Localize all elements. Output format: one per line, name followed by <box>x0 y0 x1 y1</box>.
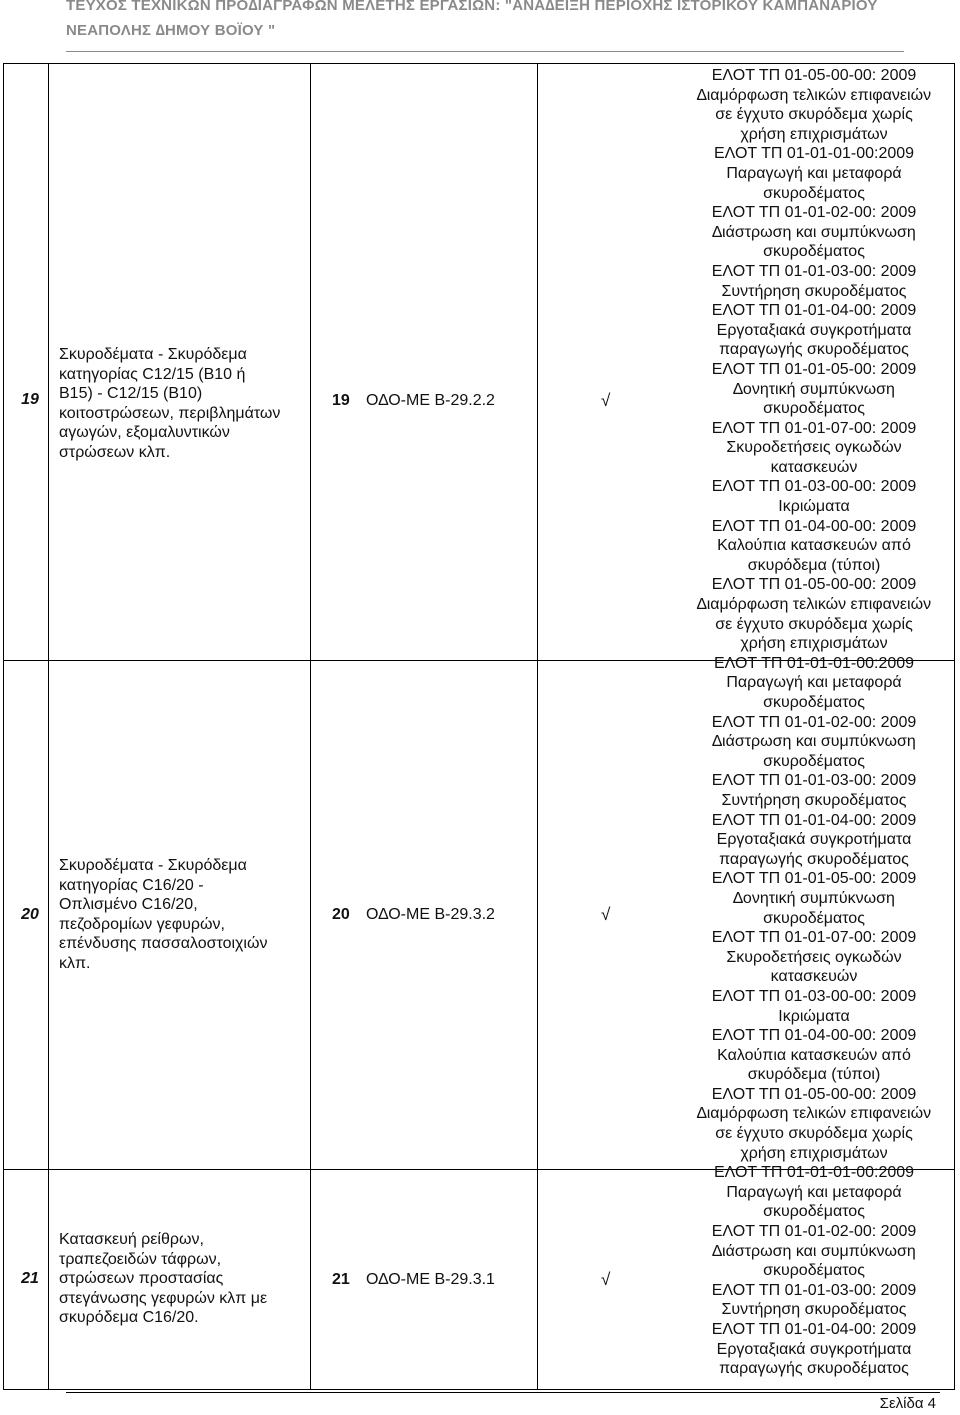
standard-line: σκυροδέματος <box>763 184 865 202</box>
standard-line: Εργοταξιακά συγκροτήματα <box>716 321 912 339</box>
standard-line: Εργοταξιακά συγκροτήματα <box>716 831 912 849</box>
standard-line: παραγωγής σκυροδέματος <box>719 850 909 868</box>
standard-line: σκυροδέματος <box>763 909 865 927</box>
standard-line: σκυροδέματος <box>763 752 865 770</box>
item-code: Ο∆Ο-ΜΕ Β-29.2.2 <box>366 392 495 409</box>
checkmark-icon: √ <box>601 391 611 410</box>
standard-line: χρήση επιχρισμάτων <box>740 635 888 653</box>
standard-line: ΕΛΟΤ ΤΠ 01-01-02-00: 2009 <box>711 713 917 731</box>
standard-line: Συντήρηση σκυροδέματος <box>721 282 907 300</box>
page-number: Σελίδα 4 <box>879 1395 936 1412</box>
standard-line: ∆ιάστρωση και συμπύκνωση <box>712 1242 916 1260</box>
item-number: 21 <box>332 1271 350 1288</box>
standard-line: σκυροδέματος <box>763 243 865 261</box>
standard-line: ΕΛΟΤ ΤΠ 01-05-00-00: 2009 <box>711 67 917 84</box>
standard-line: ∆ιαμόρφωση τελικών επιφανειών <box>696 596 932 614</box>
column-divider <box>537 64 538 1389</box>
standard-line: κατασκευών <box>770 458 858 476</box>
standard-line: σε έγχυτο σκυρόδεμα χωρίς <box>715 106 913 124</box>
standard-line: ΕΛΟΤ ΤΠ 01-05-00-00: 2009 <box>711 576 917 594</box>
item-number: 20 <box>332 906 350 923</box>
standard-line: Παραγωγή και μεταφορά <box>726 674 902 692</box>
standard-line: ΕΛΟΤ ΤΠ 01-01-04-00: 2009 <box>711 1321 917 1338</box>
item-code: Ο∆Ο-ΜΕ Β-29.3.2 <box>366 906 495 923</box>
row-description: Σκυροδέματα - Σκυρόδεμα κατηγορίας C12/15 (Β10 ή Β15) - C12/15 (Β10) κοιτοστρώσεων, περιβλημάτων αγωγών, εξομαλυντικών στρώσεων κλπ. <box>59 346 281 461</box>
standard-line: ΕΛΟΤ ΤΠ 01-03-00-00: 2009 <box>711 987 917 1005</box>
standard-line: κατασκευών <box>770 968 858 986</box>
standard-line: ΕΛΟΤ ΤΠ 01-04-00-00: 2009 <box>711 517 917 535</box>
standard-line: χρήση επιχρισμάτων <box>740 1144 888 1162</box>
standard-line: ∆ιάστρωση και συμπύκνωση <box>712 733 916 751</box>
standard-line: Εργοταξιακά συγκροτήματα <box>716 1340 912 1358</box>
standard-line: Καλούπια κατασκευών από <box>717 1046 911 1064</box>
standard-line: ΕΛΟΤ ΤΠ 01-01-05-00: 2009 <box>711 870 917 888</box>
row-number: 20 <box>21 906 39 923</box>
standard-line: χρήση επιχρισμάτων <box>740 125 888 143</box>
item-code: Ο∆Ο-ΜΕ Β-29.3.1 <box>366 1271 495 1288</box>
standard-line: σκυροδέματος <box>763 1262 865 1280</box>
header-divider <box>66 51 904 52</box>
standard-line: Ικριώματα <box>778 498 850 516</box>
document-header-line-1: ΤΕΥΧΟΣ ΤΕΧΝΙΚΩΝ ΠΡΟ∆ΙΑΓΡΑΦΩΝ ΜΕΛΕΤΗΣ ΕΡΓΑΣΙΩΝ: "ΑΝΑ∆ΕΙΞΗ ΠΕΡΙΟΧΗΣ ΙΣΤΟΡΙΚΟΥ ΚΑΜΠΑΝΑΡΙΟΥ <box>66 0 878 14</box>
standard-line: ΕΛΟΤ ΤΠ 01-04-00-00: 2009 <box>711 1027 917 1045</box>
row-number: 19 <box>21 391 39 408</box>
standard-line: Συντήρηση σκυροδέματος <box>721 1301 907 1319</box>
standard-line: σκυροδέματος <box>763 694 865 711</box>
document-header-line-2: ΝΕΑΠΟΛΗΣ ∆ΗΜΟΥ ΒΟΪΟΥ " <box>66 22 276 39</box>
standard-line: παραγωγής σκυροδέματος <box>719 341 909 359</box>
standard-line: ΕΛΟΤ ΤΠ 01-01-04-00: 2009 <box>711 302 917 320</box>
standard-line: ΕΛΟΤ ΤΠ 01-05-00-00: 2009 <box>711 1085 917 1103</box>
standard-line: ΕΛΟΤ ΤΠ 01-01-03-00: 2009 <box>711 772 917 790</box>
standard-line: ΕΛΟΤ ΤΠ 01-01-01-00:2009 <box>713 654 915 672</box>
standard-line: παραγωγής σκυροδέματος <box>719 1360 909 1378</box>
standard-line: Συντήρηση σκυροδέματος <box>721 791 907 809</box>
standard-line: σκυρόδεμα (τύποι) <box>747 1066 881 1084</box>
standard-line: ΕΛΟΤ ΤΠ 01-03-00-00: 2009 <box>711 478 917 496</box>
standard-line: ∆ιαμόρφωση τελικών επιφανειών <box>696 1105 932 1123</box>
row-description: Σκυροδέματα - Σκυρόδεμα κατηγορίας C16/20 - Οπλισμένο C16/20, πεζοδρομίων γεφυρών, επένδυσης πασσαλοστοιχιών κλπ. <box>59 857 268 972</box>
standard-line: σε έγχυτο σκυρόδεμα χωρίς <box>715 1125 913 1143</box>
standard-line: ΕΛΟΤ ΤΠ 01-01-03-00: 2009 <box>711 262 917 280</box>
standard-line: ΕΛΟΤ ΤΠ 01-01-01-00:2009 <box>713 1164 915 1182</box>
standard-line: Καλούπια κατασκευών από <box>717 537 911 555</box>
standard-line: Ικριώματα <box>778 1007 850 1025</box>
standard-line: Σκυροδετήσεις ογκωδών <box>726 439 902 457</box>
standard-line: ∆ιάστρωση και συμπύκνωση <box>712 223 916 241</box>
standard-line: σκυροδέματος <box>763 400 865 418</box>
standard-line: Παραγωγή και μεταφορά <box>726 1183 902 1201</box>
standard-line: ΕΛΟΤ ΤΠ 01-01-02-00: 2009 <box>711 1223 917 1241</box>
standard-line: ΕΛΟΤ ΤΠ 01-01-04-00: 2009 <box>711 811 917 829</box>
standard-line: ΕΛΟΤ ΤΠ 01-01-01-00:2009 <box>713 145 915 163</box>
standard-line: σκυροδέματος <box>763 1203 865 1221</box>
standard-line: ΕΛΟΤ ΤΠ 01-01-07-00: 2009 <box>711 929 917 947</box>
standard-line: ΕΛΟΤ ΤΠ 01-01-02-00: 2009 <box>711 204 917 222</box>
column-divider <box>48 64 49 1389</box>
checkmark-icon: √ <box>601 1270 611 1289</box>
standard-line: σκυρόδεμα (τύποι) <box>747 556 881 574</box>
standard-line: ∆ιαμόρφωση τελικών επιφανειών <box>696 86 932 104</box>
footer-divider <box>66 1392 940 1393</box>
standard-line: ∆ονητική συμπύκνωση <box>733 380 895 398</box>
standard-line: Παραγωγή και μεταφορά <box>726 164 902 182</box>
column-divider <box>310 64 311 1389</box>
standard-line: ∆ονητική συμπύκνωση <box>733 889 895 907</box>
row-description: Κατασκευή ρείθρων, τραπεζοειδών τάφρων, στρώσεων προστασίας στεγάνωσης γεφυρών κλπ με σκυρόδεμα C16/20. <box>59 1231 268 1326</box>
checkmark-icon: √ <box>601 905 611 924</box>
row-number: 21 <box>21 1270 39 1287</box>
item-number: 19 <box>332 392 350 409</box>
standard-line: σε έγχυτο σκυρόδεμα χωρίς <box>715 615 913 633</box>
standard-line: ΕΛΟΤ ΤΠ 01-01-07-00: 2009 <box>711 419 917 437</box>
standard-line: Σκυροδετήσεις ογκωδών <box>726 948 902 966</box>
standard-line: ΕΛΟΤ ΤΠ 01-01-05-00: 2009 <box>711 360 917 378</box>
standard-line: ΕΛΟΤ ΤΠ 01-01-03-00: 2009 <box>711 1281 917 1299</box>
standards-list <box>683 66 945 1379</box>
